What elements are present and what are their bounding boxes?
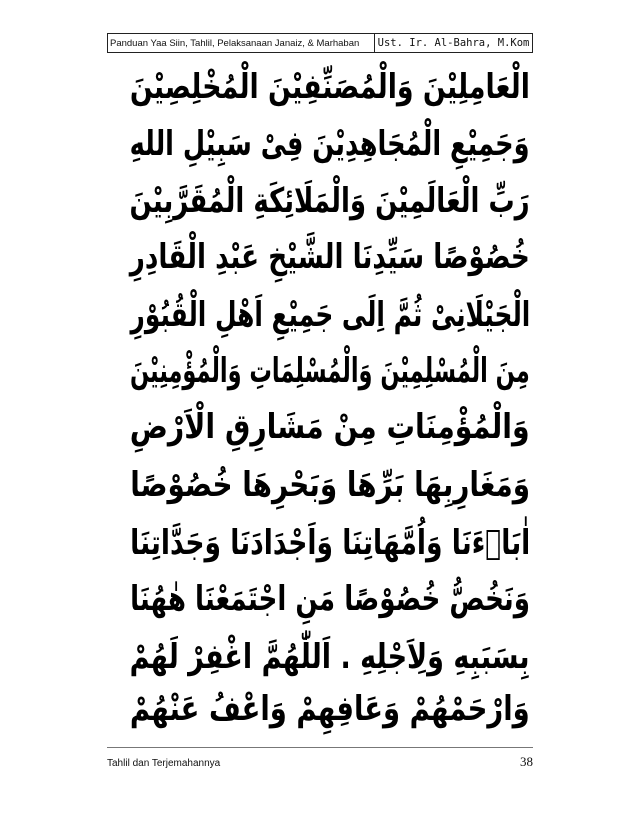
arabic-line [120, 400, 540, 454]
footer-section-title: Tahlil dan Terjemahannya [107, 758, 221, 769]
page-number: 38 [520, 754, 533, 769]
arabic-line-text: وَالْمُؤْمِنَاتِ مِنْ مَشَارِقِ الْاَرْضِ [130, 407, 530, 447]
arabic-line-text: الْجَيْلَانِىْ ثُمَّ اِلَى جَمِيْعِ اَهْلِ الْقُبُوْرِ [130, 295, 530, 335]
arabic-line [120, 117, 540, 171]
arabic-line [120, 572, 540, 626]
arabic-line [120, 516, 540, 570]
arabic-line-text: مِنَ الْمُسْلِمِيْنَ وَالْمُسْلِمَاتِ وَالْمُؤْمِنِيْنَ [130, 351, 530, 391]
footer-divider [107, 747, 533, 748]
arabic-line-text: وَمَغَارِبِهَا بَرِّهَا وَبَحْرِهَا خُصُوْصًا [130, 465, 530, 505]
arabic-text-block [120, 60, 540, 732]
arabic-line [120, 230, 540, 284]
arabic-line-text: وَنَخُصُّ خُصُوْصًا مَنِ اجْتَمَعْنَا هٰهُنَا [130, 579, 530, 619]
header-author: Ust. Ir. Al-Bahra, M.Kom [377, 37, 530, 49]
arabic-line [120, 344, 540, 398]
arabic-line-text: بِسَبَبِهِ وَلِاَجْلِهِ . اَللّٰهُمَّ اغْفِرْ لَهُمْ [130, 637, 530, 677]
arabic-line [120, 630, 540, 684]
arabic-line-text: الْعَامِلِيْنَ وَالْمُصَنِّفِيْنَ الْمُخْلِصِيْنَ [129, 67, 531, 107]
header-book-title: Panduan Yaa Siin, Tahlil, Pelaksanaan Janaiz, & Marhaban [108, 34, 375, 52]
arabic-line [120, 458, 540, 512]
arabic-line [120, 288, 540, 342]
arabic-line [120, 682, 540, 736]
arabic-line-text: اٰبَاۤءَنَا وَاُمَّهَاتِنَا وَاَجْدَادَنَا وَجَدَّاتِنَا [129, 523, 531, 563]
arabic-line-text: وَجَمِيْعِ الْمُجَاهِدِيْنَ فِىْ سَبِيْلِ اللهِ [130, 124, 530, 164]
arabic-line-text: رَبِّ الْعَالَمِيْنَ وَالْمَلَائِكَةِ الْمُقَرَّبِيْنَ [129, 181, 531, 221]
arabic-line [120, 60, 540, 114]
arabic-line [120, 174, 540, 228]
arabic-line-text: وَارْحَمْهُمْ وَعَافِهِمْ وَاعْفُ عَنْهُمْ [130, 689, 530, 729]
arabic-line-text: خُصُوْصًا سَيِّدِنَا الشَّيْخِ عَبْدِ الْقَادِرِ [129, 237, 531, 277]
page-header [107, 33, 533, 53]
